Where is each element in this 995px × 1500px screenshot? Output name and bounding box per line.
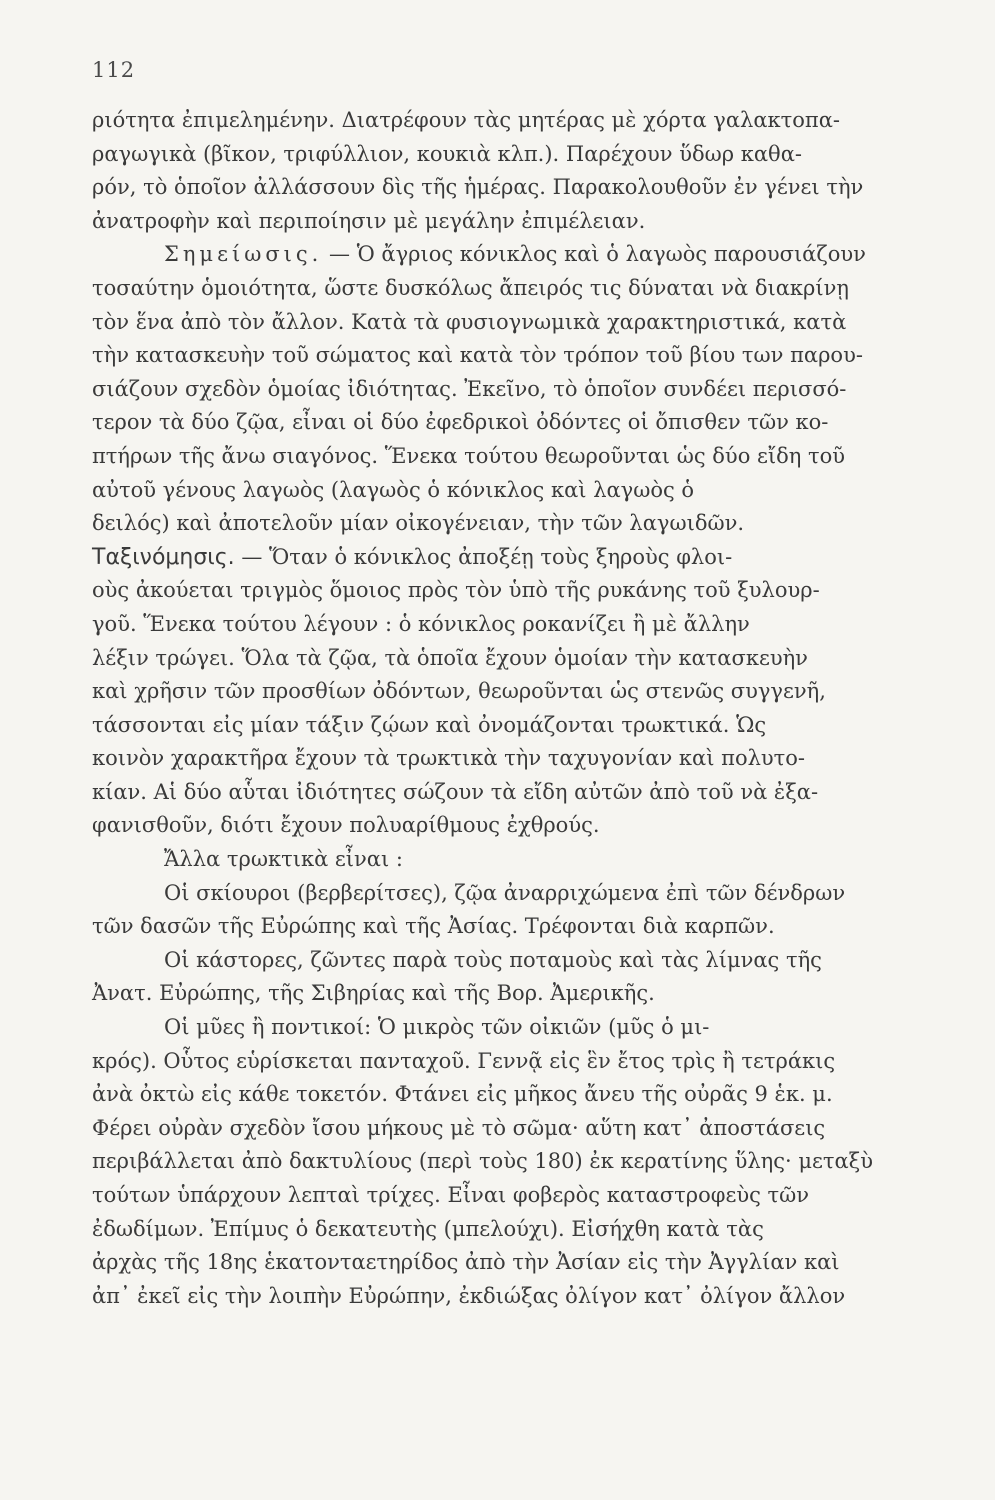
text-line <box>92 742 955 776</box>
line-text: Οἱ κάστορες, ζῶντες παρὰ τοὺς ποταμοὺς καὶ τὰς λίμνας τῆς <box>164 947 822 972</box>
line-text: λέξιν τρώγει. Ὅλα τὰ ζῷα, τὰ ὁποῖα ἔχουν ὁμοίαν τὴν κατασκευὴν <box>92 645 808 670</box>
text-line <box>92 642 955 676</box>
text-line <box>92 1280 955 1314</box>
text-line <box>92 138 955 172</box>
page-number: 112 <box>92 58 136 82</box>
text-line <box>92 238 955 272</box>
text-line <box>92 1145 955 1179</box>
line-text: ἀνατροφὴν καὶ περιποίησιν μὲ μεγάλην ἐπιμέλειαν. <box>92 208 646 233</box>
text-line <box>92 944 955 978</box>
line-text: ἀνὰ ὀκτὼ εἰς κάθε τοκετόν. Φτάνει εἰς μῆκος ἄνευ τῆς οὐρᾶς 9 ἑκ. μ. <box>92 1082 833 1107</box>
text-line <box>92 1078 955 1112</box>
text-line <box>92 843 955 877</box>
text-line <box>92 675 955 709</box>
line-text: τερον τὰ δύο ζῷα, εἶναι οἱ δύο ἐφεδρικοὶ ὀδόντες οἱ ὄπισθεν τῶν κο- <box>92 410 829 435</box>
line-text: τάσσονται εἰς μίαν τάξιν ζῴων καὶ ὀνομάζονται τρωκτικά. Ὡς <box>92 712 767 737</box>
text-line <box>92 1246 955 1280</box>
text-line <box>92 877 955 911</box>
line-text: τούτων ὑπάρχουν λεπταὶ τρίχες. Εἶναι φοβερὸς καταστροφεὺς τῶν <box>92 1183 810 1207</box>
line-text: πτήρων τῆς ἄνω σιαγόνος. Ἕνεκα τούτου θεωροῦνται ὡς δύο εἴδη τοῦ <box>92 443 846 468</box>
line-text: — Ὅταν ὁ κόνικλος ἀποξέῃ τοὺς ξηροὺς φλοι- <box>241 544 733 569</box>
text-line <box>92 306 955 340</box>
line-text: ἐδωδίμων. Ἐπίμυς ὁ δεκατευτὴς (μπελούχι). Εἰσήχθη κατὰ τὰς <box>92 1216 764 1241</box>
line-text: αὐτοῦ γένους λαγωὸς (λαγωὸς ὁ κόνικλος καὶ λαγωὸς ὁ <box>92 477 695 502</box>
text-line <box>92 574 955 608</box>
text-line <box>92 1213 955 1247</box>
line-text: Οἱ μῦες ἢ ποντικοί: Ὁ μικρὸς τῶν οἰκιῶν (μῦς ὁ μι- <box>164 1015 710 1040</box>
line-text: γοῦ. Ἕνεκα τούτου λέγουν : ὁ κόνικλος ροκανίζει ἢ μὲ ἄλλην <box>92 611 750 636</box>
text-line <box>92 910 955 944</box>
line-text: κίαν. Αἱ δύο αὗται ἰδιότητες σώζουν τὰ εἴδη αὐτῶν ἀπὸ τοῦ νὰ ἐξα- <box>92 779 819 804</box>
line-text: καὶ χρῆσιν τῶν προσθίων ὀδόντων, θεωροῦνται ὡς στενῶς συγγενῆ, <box>92 679 826 704</box>
line-text: τῶν δασῶν τῆς Εὐρώπης καὶ τῆς Ἀσίας. Τρέφονται διὰ καρπῶν. <box>92 914 775 939</box>
text-line <box>92 104 955 138</box>
line-text: κοινὸν χαρακτῆρα ἔχουν τὰ τρωκτικὰ τὴν ταχυγονίαν καὶ πολυτο- <box>92 746 806 771</box>
text-line <box>92 474 955 508</box>
text-line <box>92 205 955 239</box>
text-line <box>92 608 955 642</box>
line-text: Ἀνατ. Εὐρώπης, τῆς Σιβηρίας καὶ τῆς Βορ. Ἀμερικῆς. <box>92 981 655 1006</box>
line-text: οὺς ἀκούεται τριγμὸς ὅμοιος πρὸς τὸν ὑπὸ τῆς ρυκάνης τοῦ ξυλουρ- <box>92 578 820 603</box>
text-line <box>92 171 955 205</box>
text-line <box>92 776 955 810</box>
text-line <box>92 977 955 1011</box>
line-text: κρός). Οὗτος εὑρίσκεται πανταχοῦ. Γεννᾷ εἰς ἓν ἔτος τρὶς ἢ τετράκις <box>92 1048 836 1073</box>
text-line <box>92 541 955 575</box>
text-line <box>92 339 955 373</box>
line-text: Ἄλλα τρωκτικὰ εἶναι : <box>164 847 403 872</box>
line-text: ριότητα ἐπιμελημένην. Διατρέφουν τὰς μητέρας μὲ χόρτα γαλακτοπα- <box>92 108 840 132</box>
text-line <box>92 1112 955 1146</box>
text-line <box>92 1045 955 1079</box>
line-text: τὴν κατασκευὴν τοῦ σώματος καὶ κατὰ τὸν τρόπον τοῦ βίου των παρου- <box>92 343 863 368</box>
line-text: τὸν ἕνα ἀπὸ τὸν ἄλλον. Κατὰ τὰ φυσιογνωμικὰ χαρακτηριστικά, κατὰ <box>92 309 847 334</box>
line-text: περιβάλλεται ἀπὸ δακτυλίους (περὶ τοὺς 180) ἐκ κερατίνης ὕλης· μεταξὺ <box>92 1149 874 1174</box>
line-text: σιάζουν σχεδὸν ὁμοίας ἰδιότητας. Ἐκεῖνο, τὸ ὁποῖον συνδέει περισσό- <box>92 376 847 401</box>
line-text: ραγωγικὰ (βῖκον, τριφύλλιον, κουκιὰ κλπ.). Παρέχουν ὕδωρ καθα- <box>92 141 802 166</box>
body-text <box>92 104 955 1313</box>
line-text: Οἱ σκίουροι (βερβερίτσες), ζῷα ἀναρριχώμενα ἐπὶ τῶν δένδρων <box>164 880 846 905</box>
line-text: Φέρει οὐρὰν σχεδὸν ἴσου μήκους μὲ τὸ σῶμα· αὕτη κατ᾿ ἀποστάσεις <box>92 1115 826 1140</box>
text-line <box>92 809 955 843</box>
line-text: δειλός) καὶ ἀποτελοῦν μίαν οἰκογένειαν, τὴν τῶν λαγωιδῶν. <box>92 511 745 536</box>
text-line <box>92 272 955 306</box>
text-line <box>92 1011 955 1045</box>
line-text: — Ὁ ἄγριος κόνικλος καὶ ὁ λαγωὸς παρουσιάζουν <box>329 242 866 267</box>
text-line <box>92 373 955 407</box>
line-text: ἀπ᾿ ἐκεῖ εἰς τὴν λοιπὴν Εὐρώπην, ἐκδιώξας ὀλίγον κατ᾿ ὀλίγον ἄλλον <box>92 1283 846 1308</box>
text-line <box>92 1179 955 1213</box>
section-heading: Ταξινόμησις. <box>92 544 235 570</box>
line-text: φανισθοῦν, διότι ἔχουν πολυαρίθμους ἐχθρούς. <box>92 813 600 838</box>
text-line <box>92 440 955 474</box>
text-line <box>92 709 955 743</box>
line-text: τοσαύτην ὁμοιότητα, ὥστε δυσκόλως ἄπειρός τις δύναται νὰ διακρίνῃ <box>92 275 849 300</box>
section-heading: Σημείωσις. <box>164 242 323 267</box>
text-line <box>92 507 955 541</box>
text-line <box>92 406 955 440</box>
line-text: ἀρχὰς τῆς 18ης ἑκατονταετηρίδος ἀπὸ τὴν Ἀσίαν εἰς τὴν Ἀγγλίαν καὶ <box>92 1250 840 1275</box>
line-text: ρόν, τὸ ὁποῖον ἀλλάσσουν δὶς τῆς ἡμέρας. Παρακολουθοῦν ἐν γένει τὴν <box>92 175 864 200</box>
